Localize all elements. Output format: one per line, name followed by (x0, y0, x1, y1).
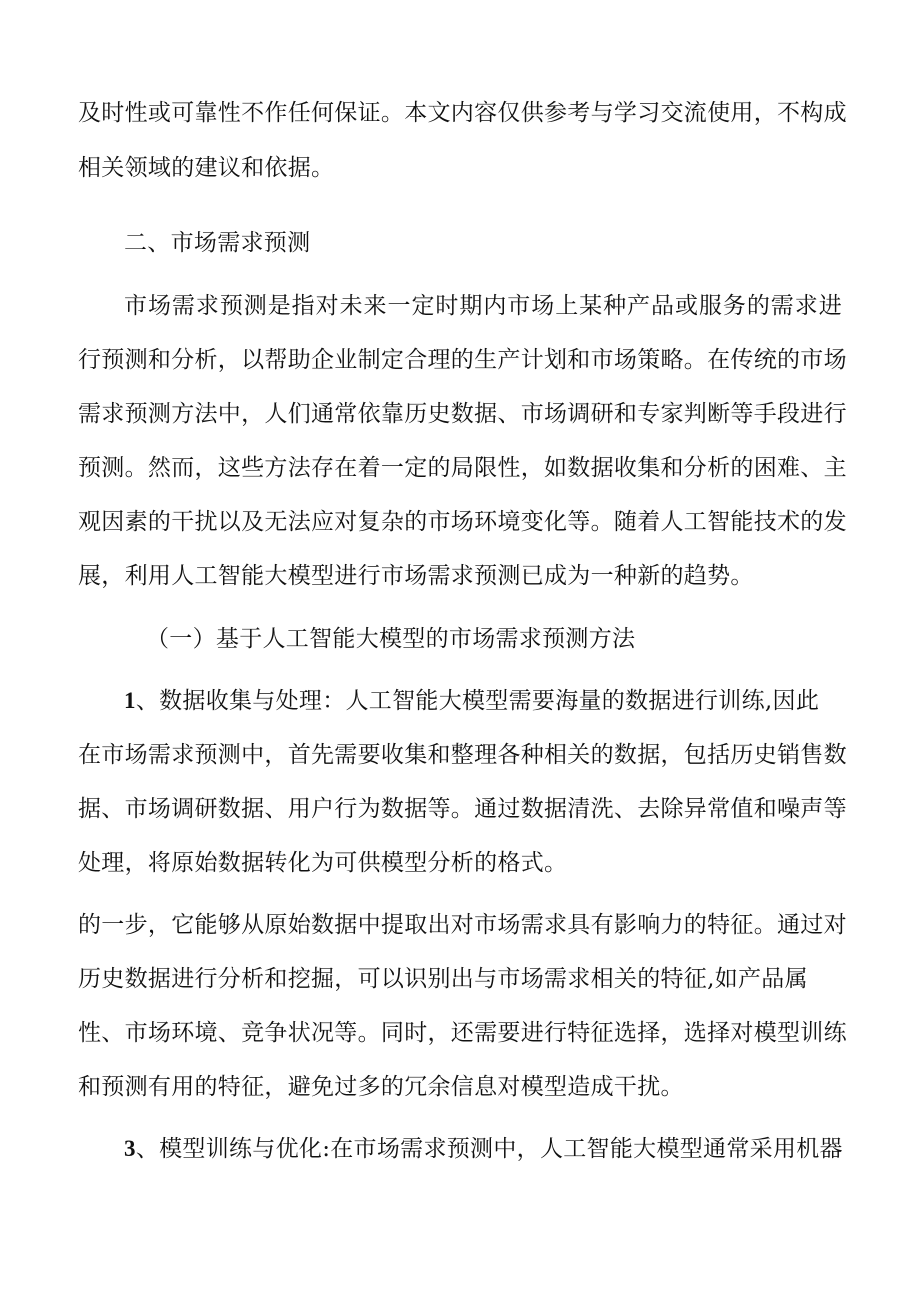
subsection-heading: （一）基于人工智能大模型的市场需求预测方法 (146, 626, 636, 652)
section-paragraph-line-2: 行预测和分析，以帮助企业制定合理的生产计划和市场策略。在传统的市场 (78, 347, 847, 373)
section-paragraph-line-1: 市场需求预测是指对未来一定时期内市场上某种产品或服务的需求进 (124, 293, 842, 319)
section-paragraph-line-5: 观因素的干扰以及无法应对复杂的市场环境变化等。随着人工智能技术的发 (78, 509, 847, 535)
item2-line-3: 性、市场环境、竞争状况等。同时，还需要进行特征选择，选择对模型训练 (78, 1020, 847, 1046)
item3-first-line (124, 1134, 843, 1164)
section-paragraph-line-6: 展，利用人工智能大模型进行市场需求预测已成为一种新的趋势。 (78, 563, 754, 589)
item3-number: 3 (124, 1136, 136, 1161)
item2-line-1: 的一步，它能够从原始数据中提取出对市场需求具有影响力的特征。通过对 (78, 912, 847, 938)
item1-line-4: 处理，将原始数据转化为可供模型分析的格式。 (78, 850, 568, 876)
section-heading: 二、市场需求预测 (124, 230, 311, 256)
section-paragraph-line-3: 需求预测方法中，人们通常依靠历史数据、市场调研和专家判断等手段进行 (78, 401, 847, 427)
intro-line-1: 及时性或可靠性不作任何保证。本文内容仅供参考与学习交流使用，不构成 (78, 100, 847, 126)
item2-line-2: 历史数据进行分析和挖掘，可以识别出与市场需求相关的特征,如产品属 (78, 966, 808, 992)
section-paragraph-line-4: 预测。然而，这些方法存在着一定的局限性，如数据收集和分析的困难、主 (78, 455, 847, 481)
item1-line-2: 在市场需求预测中，首先需要收集和整理各种相关的数据，包括历史销售数 (78, 742, 847, 768)
intro-line-2: 相关领域的建议和依据。 (78, 155, 335, 181)
item1-first-line-text: 、数据收集与处理：人工智能大模型需要海量的数据进行训练,因此 (135, 688, 820, 714)
item3-first-line-text: 、模型训练与优化:在市场需求预测中，人工智能大模型通常采用机器 (135, 1136, 843, 1162)
item1-line-3: 据、市场调研数据、用户行为数据等。通过数据清洗、去除异常值和噪声等 (78, 796, 847, 822)
item1-number: 1 (124, 688, 136, 713)
item2-line-4: 和预测有用的特征，避免过多的冗余信息对模型造成干扰。 (78, 1074, 684, 1100)
item1-first-line (124, 686, 842, 716)
